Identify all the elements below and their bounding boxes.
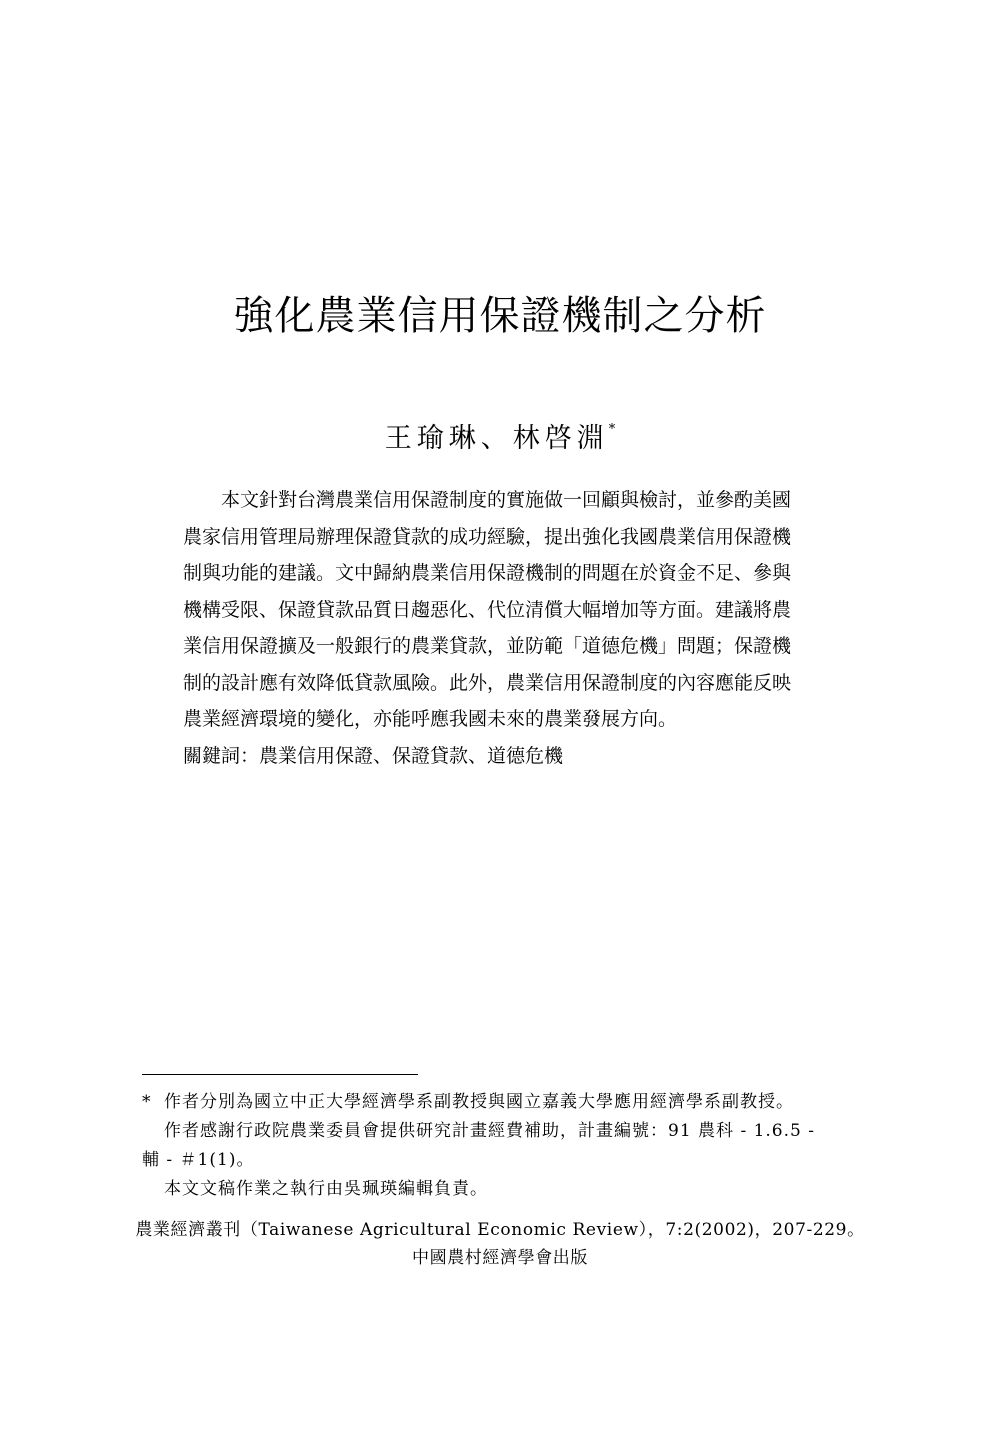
journal-citation	[0, 1216, 1000, 1272]
keywords-label: 關鍵詞：	[183, 745, 260, 767]
paper-title: 強化農業信用保證機制之分析	[233, 293, 767, 339]
footnote-divider	[142, 1074, 418, 1075]
author-footnote-marker: *	[608, 422, 616, 437]
keywords	[183, 738, 823, 774]
footnote-line	[142, 1088, 872, 1117]
footnote-marker: *	[142, 1092, 152, 1112]
abstract-line: 本文針對台灣農業信用保證制度的實施做一回顧與檢討，並參酌美國	[221, 489, 792, 511]
abstract-line: 業信用保證擴及一般銀行的農業貸款，並防範「道德危機」問題；保證機	[183, 635, 792, 657]
abstract-line: 制與功能的建議。文中歸納農業信用保證機制的問題在於資金不足、參與	[183, 562, 792, 584]
footnote-line: 本文文稿作業之執行由吳珮瑛編輯負責。	[164, 1179, 488, 1199]
paper-authors	[0, 410, 1000, 459]
citation-line: 農業經濟叢刊（Taiwanese Agricultural Economic Review），7:2(2002)，207-229。	[135, 1220, 865, 1240]
footnote-text: 作者分別為國立中正大學經濟學系副教授與國立嘉義大學應用經濟學系副教授。	[164, 1092, 794, 1112]
footnote	[142, 1088, 872, 1204]
keywords-list: 農業信用保證、保證貸款、道德危機	[259, 745, 564, 767]
footnote-line: 輔 - ＃1(1)。	[142, 1150, 255, 1170]
abstract-line: 制的設計應有效降低貸款風險。此外，農業信用保證制度的內容應能反映	[183, 671, 792, 694]
abstract-line: 農家信用管理局辦理保證貸款的成功經驗，提出強化我國農業信用保證機	[183, 525, 792, 548]
footnote-line: 作者感謝行政院農業委員會提供研究計畫經費補助，計畫編號：91 農科 - 1.6.5 -	[164, 1121, 815, 1141]
publisher-line: 中國農村經濟學會出版	[412, 1248, 588, 1268]
author-names: 王瑜琳、林啓淵	[384, 423, 609, 454]
abstract-line: 機構受限、保證貸款品質日趨惡化、代位清償大幅增加等方面。建議將農	[183, 598, 792, 621]
abstract	[183, 482, 819, 738]
abstract-line: 農業經濟環境的變化，亦能呼應我國未來的農業發展方向。	[183, 708, 678, 730]
